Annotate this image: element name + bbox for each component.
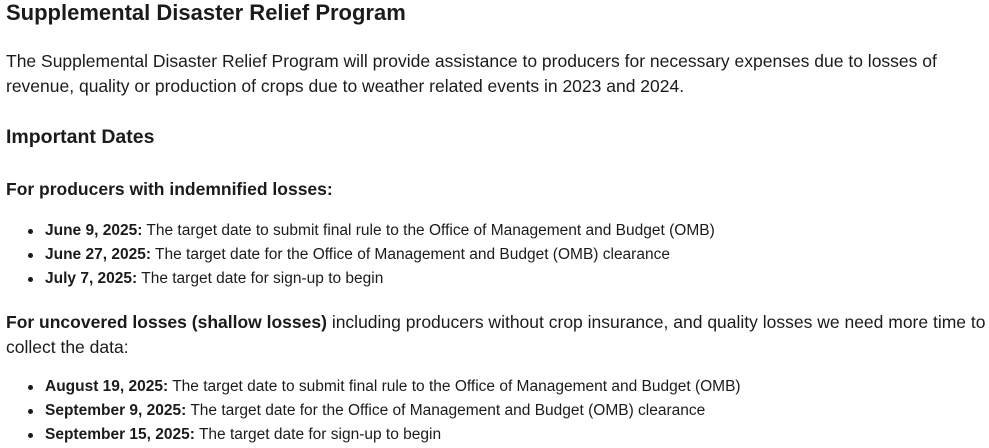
list-item bbox=[0, 267, 715, 291]
bullet-icon bbox=[28, 409, 33, 414]
indemnified-heading: For producers with indemnified losses: bbox=[6, 179, 333, 199]
date-label: September 9, 2025: bbox=[45, 402, 187, 419]
date-label: June 27, 2025: bbox=[45, 246, 151, 263]
important-dates-heading: Important Dates bbox=[6, 126, 155, 148]
list-item bbox=[0, 375, 741, 399]
uncovered-heading-bold: For uncovered losses (shallow losses) bbox=[6, 312, 327, 332]
list-item bbox=[0, 243, 715, 267]
date-description: The target date for sign-up to begin bbox=[194, 426, 442, 443]
bullet-icon bbox=[28, 385, 33, 390]
indemnified-dates-list bbox=[0, 219, 715, 291]
date-label: August 19, 2025: bbox=[45, 378, 169, 395]
bullet-icon bbox=[28, 229, 33, 234]
date-label: September 15, 2025: bbox=[45, 426, 195, 443]
uncovered-dates-list bbox=[0, 375, 741, 447]
bullet-icon bbox=[28, 253, 33, 258]
uncovered-losses-paragraph bbox=[6, 310, 986, 360]
intro-paragraph: The Supplemental Disaster Relief Program will provide assistance to producers for necessary expenses due to losses of revenue, quality or production of crops due to weather related events in 2023 and 2024. bbox=[6, 51, 937, 96]
date-label: July 7, 2025: bbox=[45, 270, 138, 287]
date-description: The target date for sign-up to begin bbox=[137, 270, 384, 287]
date-description: The target date to submit final rule to the Office of Management and Budget (OMB) bbox=[168, 378, 741, 395]
uncovered-heading-rest: including producers without crop insurance, and quality losses we need more time to collect the data: bbox=[6, 312, 986, 357]
page-title: Supplemental Disaster Relief Program bbox=[6, 0, 406, 25]
date-description: The target date for the Office of Management and Budget (OMB) clearance bbox=[150, 246, 670, 263]
list-item bbox=[0, 423, 741, 447]
date-label: June 9, 2025: bbox=[45, 222, 143, 239]
date-description: The target date to submit final rule to the Office of Management and Budget (OMB) bbox=[142, 222, 715, 239]
list-item bbox=[0, 219, 715, 243]
date-description: The target date for the Office of Management and Budget (OMB) clearance bbox=[186, 402, 706, 419]
list-item bbox=[0, 399, 741, 423]
bullet-icon bbox=[28, 433, 33, 438]
bullet-icon bbox=[28, 277, 33, 282]
